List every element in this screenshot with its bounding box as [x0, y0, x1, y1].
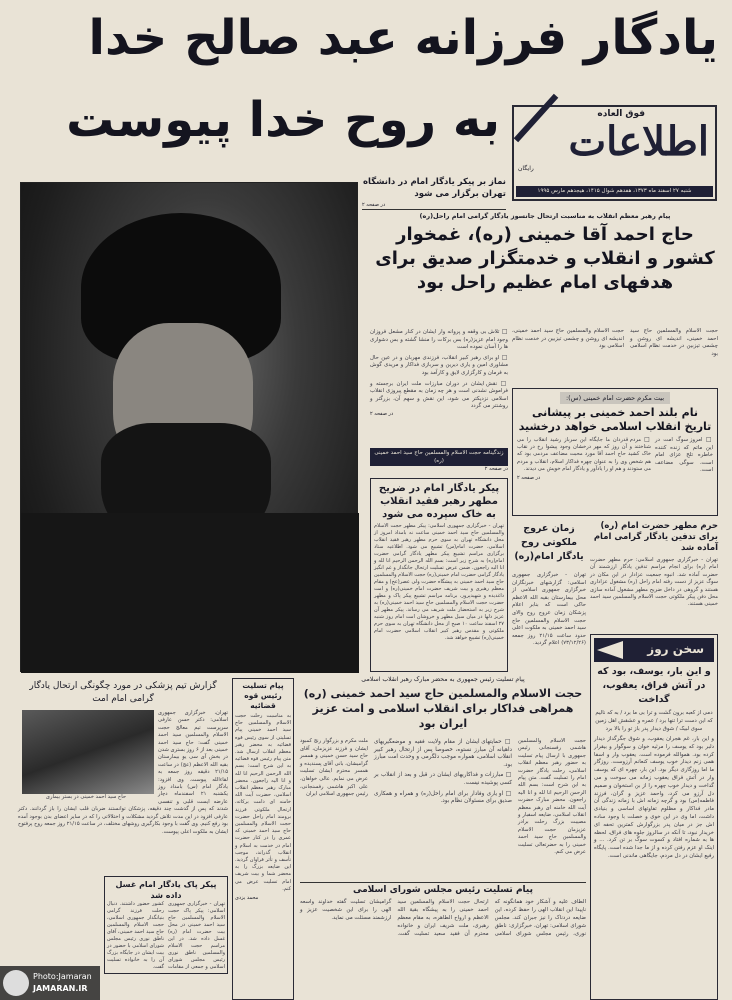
- president-bullets: [374, 738, 512, 806]
- wash-body: تهران - خبرگزاری جمهوری اسلامی: پیکر پاک حجت الاسلام والمسلمین حاج سید احمد خمینی در محل بیت حضرت امام (ره) غسل داده شد. در این مراسم حجت الاسلام والمسلمین ناطق نوری رئیس مجلس شورای اسلامی و جمعی از مقامات کشور حضور داشتند. دنبال رحلت فرزند گرامی بنیانگذار جمهوری اسلامی، حجت الاسلام والمسلمین حاج سید احمد خمینی، آقای ناطق نوری رئیس مجلس شورای اسلامی با حضور در بیت ایشان در جایگاه بزرگ آن را به خانواده تسلیت گفت.: [107, 901, 225, 970]
- sokhan-ruz-verse: دمی از کعبه برون گشت و ترا بی ما برد / به که نالیم که این دست ترا تنها برد / عمره و عشقش اهل زمین سوی لبیک / شوق دیدار پدر باز تو را بالا برد: [595, 710, 713, 732]
- leader-bullet: □ او برای رهبر کبیر انقلاب، فرزندی مهربان و در عین حال مشاوری امین و یاری دیرین و سربازی فداکار و مریدی گوش به فرمان و کارگزاری لایق و کارآمد بود: [370, 354, 508, 378]
- medical-body: تهران، خبرگزاری جمهوری اسلامی: دکتر حسن عارفی سرپرست تیم معالج حجت الاسلام والمسلمین سید احمد خمینی گفت: حاج سید احمد خمینی بعد از ۶ روز بستری شدن در بخش آی سی یو بیمارستان بقیه الله الاعظم (عج) در ساعت ۲۱/۱۵ دقیقه روز جمعه به لقاءالله پیوست. وی افزود: یادگار امام (س) بامداد روز یکشنبه ۲۱ اسفندماه دچار عارضه ایست قلبی و تنفسی شدند که پس از گذشت چند دقیقه، پزشکان توانستند ضربان قلب ایشان را باز گردانند. دکتر عارفی افزود در این مدت تلاش گردید مشکلات و اختلالاتی را که در سایر اعضای بدن بوجود آمده بود رفع کنیم. وی گفت با وجود بکارگیری روشهای مختلف، در ساعت ۲۱/۱۵ روز جمعه روح پرفتوح ایشان به ملکوت اعلی پیوست.: [18, 710, 229, 835]
- main-headline-line2: به روح خدا پیوست: [66, 92, 500, 148]
- prayer-note: نماز بر پیکر یادگار امام در دانشگاه تهران برگزار می شود: [363, 177, 506, 199]
- leader-kicker: پیام رهبر معظم انقلاب به مناسبت ارتحال جانسوز یادگار گرامی امام راحل(ره): [419, 212, 671, 220]
- leader-col-mid: [512, 328, 624, 351]
- majlis-body: الطاف علیه و آشکار خود همانگونه که ناپیدا این انقلاب الهی را حفظ کرده، این ضایعه دردناک را نیز جبران کند. مجلس شورای اسلامی: تهران، خبرگزاری: ناطق نوری، رئیس مجلس شورای اسلامی ارتحال حجت الاسلام والمسلمین سید احمد خمینی را به پیشگاه بقیة الله الاعظم و ارواح الطاهره، به مقام معظم رهبری، ملت شریف ایران و خانواده محترم آن فقید سعید تسلیت گفت. گرامیشان تسلیت گفته خداوند واسعه الهی را برای این شخصیت عزیز و ارزشمند مسئلت می نماید.: [300, 899, 586, 937]
- judiciary-body: به مناسبت رحلت حجت الاسلام والمسلمین حاج سید احمد خمینی پیام تسلیتی از سوی رئیس قوه قضائیه به محضر رهبر معظم انقلاب ارسال شد. متن پیام رئیس قوه قضائیه به این شرح است: بسم الله الرحمن الرحیم انا لله و انا الیه راجعون. محضر مبارک رهبر معظم انقلاب اسلامی، حضرت آیت الله خامنه ای دامت برکاته، ارتحال ملکوتی فرزند برومند امام راحل حضرت حجت الاسلام والمسلمین حاج سید احمد خمینی که عمری را در کنار حضرت امام در خدمت به اسلام و انقلاب گذراند، موجب تأسف و تأثر فراوان گردید. این ضایعه بزرگ را به محضر شما و بیت شریف امام تسلیت عرض می کنم.: [235, 713, 291, 892]
- family-col2: □ مردم قدردان ما جایگاه این سرباز رشید انقلاب را می شناختند و آن روز که مهر درخشان وجود پیشوا رخ در نقاب خاک کشید حاج احمد آقا مورد محبت مضاعف مردمی بود که هم شخص وی را به عنوان چهره فداکار اسلام، انقلاب و مردم می ستودند و هم او را یادآور و یادگار امام خویش می دیدند.: [517, 436, 651, 475]
- medical-caption: حاج سید احمد خمینی در بستر بیماری: [45, 794, 127, 800]
- medical-article: [18, 710, 228, 836]
- watermark-line2: JAMARAN.IR: [33, 984, 88, 993]
- robe-shape: [21, 513, 359, 673]
- president-kicker: پیام تسلیت رئیس جمهوری به محضر مبارک رهبر انقلاب اسلامی: [361, 676, 525, 683]
- judiciary-sign: محمد یزدی: [235, 895, 259, 902]
- family-columns: [517, 436, 713, 475]
- family-kicker: بیت مکرم حضرت امام خمینی (س):: [560, 392, 670, 404]
- family-title: نام بلند احمد خمینی بر پیشانی تاریخ انقلاب اسلامی خواهد درخشید: [518, 406, 712, 433]
- president-bullet: □ حمایتهای ایشان از مقام ولایت فقیه و موضعگیریهای داهیانه آن مبارز نستوه، خصوصا پس از ارتحال رهبر کبیر انقلاب اسلامی، همواره موجب دلگرمی و وحدت امت مبارز بود.: [374, 738, 512, 769]
- masthead-free: رایگان: [518, 165, 534, 172]
- watermark: [0, 966, 100, 1000]
- sokhan-ruz-title: و این بار، یوسف، بود که در آتش فراق، یعقوب، گداخت: [597, 666, 711, 705]
- sokhan-ruz-box: [590, 634, 718, 1000]
- president-bullet: □ او یاری وفادار برای امام راحل(ره) و همراه و همکاری صدیق برای مسئولان نظام بود.: [374, 790, 512, 806]
- hospital-photo: [22, 710, 154, 794]
- president-title: حجت الاسلام والمسلمین حاج سید احمد خمینی (ره) همراهی فداکار برای انقلاب اسلامی و امت عزیز ایران بود: [303, 687, 583, 730]
- ascension-title: زمان عروج ملکوتی روح یادگار امام(ره): [514, 523, 584, 562]
- masthead-edition: فوق العاده: [597, 109, 645, 119]
- leader-bullet: □ نقش ایشان در دوران مبارزات ملت ایران برجسته و فراموش نشدنی است و هر چه زمان به مقطع پیروزی انقلاب اسلامی نزدیکتر می شود، این نقش و سهم آن، بزرگتر و روشنتر می گردد: [370, 380, 508, 411]
- masthead-date: شنبه ۲۷ اسفند ماه ۱۳۷۳، هفدهم شوال ۱۴۱۵، هیجدهم مارس ۱۹۹۵: [516, 186, 713, 197]
- leader-bullet: □ تلاش بی وقفه و پروانه وار ایشان در کنار مشعل فروزان وجود امام عزیز(ره) بس برکات را منشا گشته و بس دشواری ها را آسان نموده است: [370, 328, 508, 352]
- leader-title: حاج احمد آقا خمینی (ره)، غمخوار کشور و انقلاب و خدمتگزار صدیق برای هدفهای امام عظیم راحل بود: [375, 224, 715, 293]
- bio-block: [370, 448, 508, 473]
- wash-box: [104, 876, 228, 974]
- burial-box: [370, 478, 508, 672]
- majlis-title: پیام تسلیت رئیس مجلس شورای اسلامی: [300, 882, 586, 895]
- masthead: [512, 105, 717, 201]
- divider: [362, 209, 506, 210]
- president-col-right: حجت الاسلام والمسلمین هاشمی رفسنجانی رئیس جمهوری با ارسال پیام تسلیت به حضور رهبر معظم انقلاب اسلامی، رحلت یادگار حضرت امام را تسلیت گفت. متن پیام به این شرح است: بسم الله الرحمن الرحیم انا لله و انا الیه راجعون. محضر مبارک حضرت آیت الله خامنه ای رهبر معظم انقلاب اسلامی، ضایعه اسفبار و مصیبت بزرگ رحلت برادر عزیزمان حجت الاسلام والمسلمین حاج سید احمد خمینی را به حضرتعالی تسلیت عرض می کنم.: [518, 738, 586, 856]
- burial-title: پیکر یادگار امام در ضریح مطهر رهبر فقید انقلاب به خاک سپرده می شود: [378, 483, 500, 520]
- family-ref: در صفحه ۲: [517, 474, 541, 481]
- president-body: ملت مکرم و بزرگوار رنج کمبود ایشان و فرزند عزیزمان، آقای حاج سید حسن خمینی و همسر گرامیشان، بانی آقای پسندیده و همسر محترم ایشان تسلیت عرض می نمایم. عالی خواهان، علی اکبر هاشمی رفسنجانی، رئیس جمهوری اسلامی ایران: [300, 738, 368, 798]
- judiciary-title: پیام تسلیت رئیس قوه قضائیه: [242, 681, 284, 710]
- ascension-body: تهران - خبرگزاری جمهوری اسلامی: گزارشهای خبرنگاران خبرگزاری جمهوری اسلامی از محل بیمارستان بقیه الله الاعظم حاکی است که بنابر اعلام پزشکان زمان عروج روح والای حجت الاسلام والمسلمین حاج سید احمد خمینی به ملکوت اعلی حدود ساعت ۲۱/۱۵ روز جمعه (۷۳/۱۲/۲۶) اعلام گردید.: [512, 572, 586, 647]
- masthead-logo: اطلاعات: [568, 118, 709, 165]
- leader-col-mid-text: حجت الاسلام والمسلمین حاج سید احمد خمینی، اندیشه ای روشن و چشمی تیزبین در خدمت نظام اسلامی بود: [512, 328, 624, 350]
- jamaran-logo-icon: [3, 970, 29, 996]
- president-bullet: □ مبارزات و فداکاریهای ایشان در قبل و بعد از انقلاب بر کسی پوشیده نیست.: [374, 771, 512, 787]
- family-statement-box: [512, 388, 718, 516]
- prayer-note-ref: در صفحه ۲: [362, 202, 386, 208]
- leader-ref: در صفحه ۲: [370, 410, 394, 417]
- bio-ref: در صفحه ۲: [484, 466, 508, 472]
- medical-figure: [18, 710, 154, 801]
- shrine-title: حرم مطهر حضرت امام (ره) برای تدفین یادگار گرامی امام آماده شد: [593, 521, 718, 553]
- pen-nib-icon: [597, 641, 623, 659]
- judiciary-box: [232, 678, 294, 1000]
- watermark-line1: Photo:Jamaran: [33, 972, 92, 981]
- leader-bullets: [370, 328, 508, 418]
- main-headline-line1: یادگار فرزانه عبد صالح خدا: [88, 10, 718, 66]
- family-col1: □ امروز سوگ امت در این ماتم که زنده کننده خاطره تلخ عزای امام است، سوگی مضاعف است.: [655, 436, 713, 475]
- burial-body: تهران - خبرگزاری جمهوری اسلامی: پیکر مطهر حجت الاسلام والمسلمین حاج سید احمد خمینی ساعت نه بامداد امروز از محل دانشگاه تهران به سوی حرم مطهر رهبر فقید انقلاب اسلامی، حضرت امام(س) تشییع می شود. اطلاعیه ستاد برگزاری مراسم تشییع پیکر مطهر یادگار گرامی حضرت امام(ره) به شرح زیر است: بسم الله الرحمن الرحیم انا لله و انا الیه راجعون. ضمن عرض تسلیت ارتحال جانگداز و غم انگیز یادگار گرامی حضرت امام خمینی(ره) حجت الاسلام والمسلمین حاج سید احمد خمینی به پیشگاه حضرت ولی عصر(عج) و مقام معظم رهبری و بیت شریف حضرت امام خمینی(ره) و امت داغدیده و شهیدپرور، برنامه مراسم تشییع پیکر پاک و مطهر حضرت حجت الاسلام والمسلمین حاج سید احمد خمینی(ره) به شرح زیر به استحضار ملت شریف می رساند. پیکر مطهر آن عزیز دلها در میان سیل مطهر و خروشان امت امام روز شنبه ۲۷ اسفند ساعت ۱۰ صبح از محل دانشگاه تهران به سوی حرم ملکوتی و مقدس رهبر کبیر انقلاب اسلامی حضرت امام خمینی(ره) تشییع خواهد شد.: [374, 523, 504, 641]
- leader-col-right: حجت الاسلام والمسلمین حاج سید احمد خمینی، اندیشه ای روشن و چشمی تیزبین در خدمت نظام اسلامی بود: [630, 328, 718, 357]
- bio-bar[interactable]: زندگینامه حجت الاسلام والمسلمین حاج سید احمد خمینی (ره): [370, 448, 508, 466]
- sokhan-ruz-header: [594, 638, 714, 662]
- portrait-photo: [20, 182, 358, 672]
- sokhan-ruz-label: سخن روز: [647, 642, 704, 656]
- sokhan-ruz-body: و این بار، غم هجران یعقوب، و شوق جگرگداز دیدار دلبر بود که یوسف را مرثیه خوان و سوگوار و بیقرار کرده بود. هموالله فرموده است. یعقوب وار و اسفا همی زنم دیدار خوب یوسف کنعانم آرزوست. روزگار ما اما روزگاری دیگر بود. این بار، چهره ای که یوسف وار در آتش فراق یعقوب زمانه می سوخت و می گداخت و دیدار خوب چهره را از بن استخوان و صمیم دل آرزو می کرد، واحمد عزیز و گران، فرزند فاطمه(س) بود و گرچه زمانه اش با زمانه زندگی آن مادر فداکار و مظلوم تفاوتهای اساسی و بنیادی داشت، اما وی در این خوی و خصلت با وجود ساده اش جز در میان پدر بزرگوارش کمترین تحفه ای خریدار نبود، تا آنکه در سالروز جلوه های فراق، لحظه ها به شماره افتاد و کسوت سوگ بر تن کرد. ... و اینک او عزم رفتن کرده و از ما جدا شده است. پایگاه رفیع ایشان در دل مردم، جایگاهی ماندنی است.: [594, 736, 714, 859]
- shrine-body: تهران - خبرگزاری جمهوری اسلامی: حرم مطهر حضرت امام (ره) برای انجام مراسم تدفین یادگار ارزشمند آن حضرت آماده شد. انبوه جمعیت عزادار در این مکان در سوگ عزیز از دست رفته امام راحل (ره) مشغول عزاداری هستند و گروهی در داخل ضریح مطهر مشغول آماده سازی محل دفن پیکر ملکوتی حجت الاسلام والمسلمین سید احمد خمینی هستند.: [590, 557, 718, 608]
- medical-title: گزارش تیم پزشکی در مورد چگونگی ارتحال یادگار گرامی امام امت: [29, 681, 217, 704]
- wash-title: پیکر پاک یادگار امام غسل داده شد: [115, 880, 217, 900]
